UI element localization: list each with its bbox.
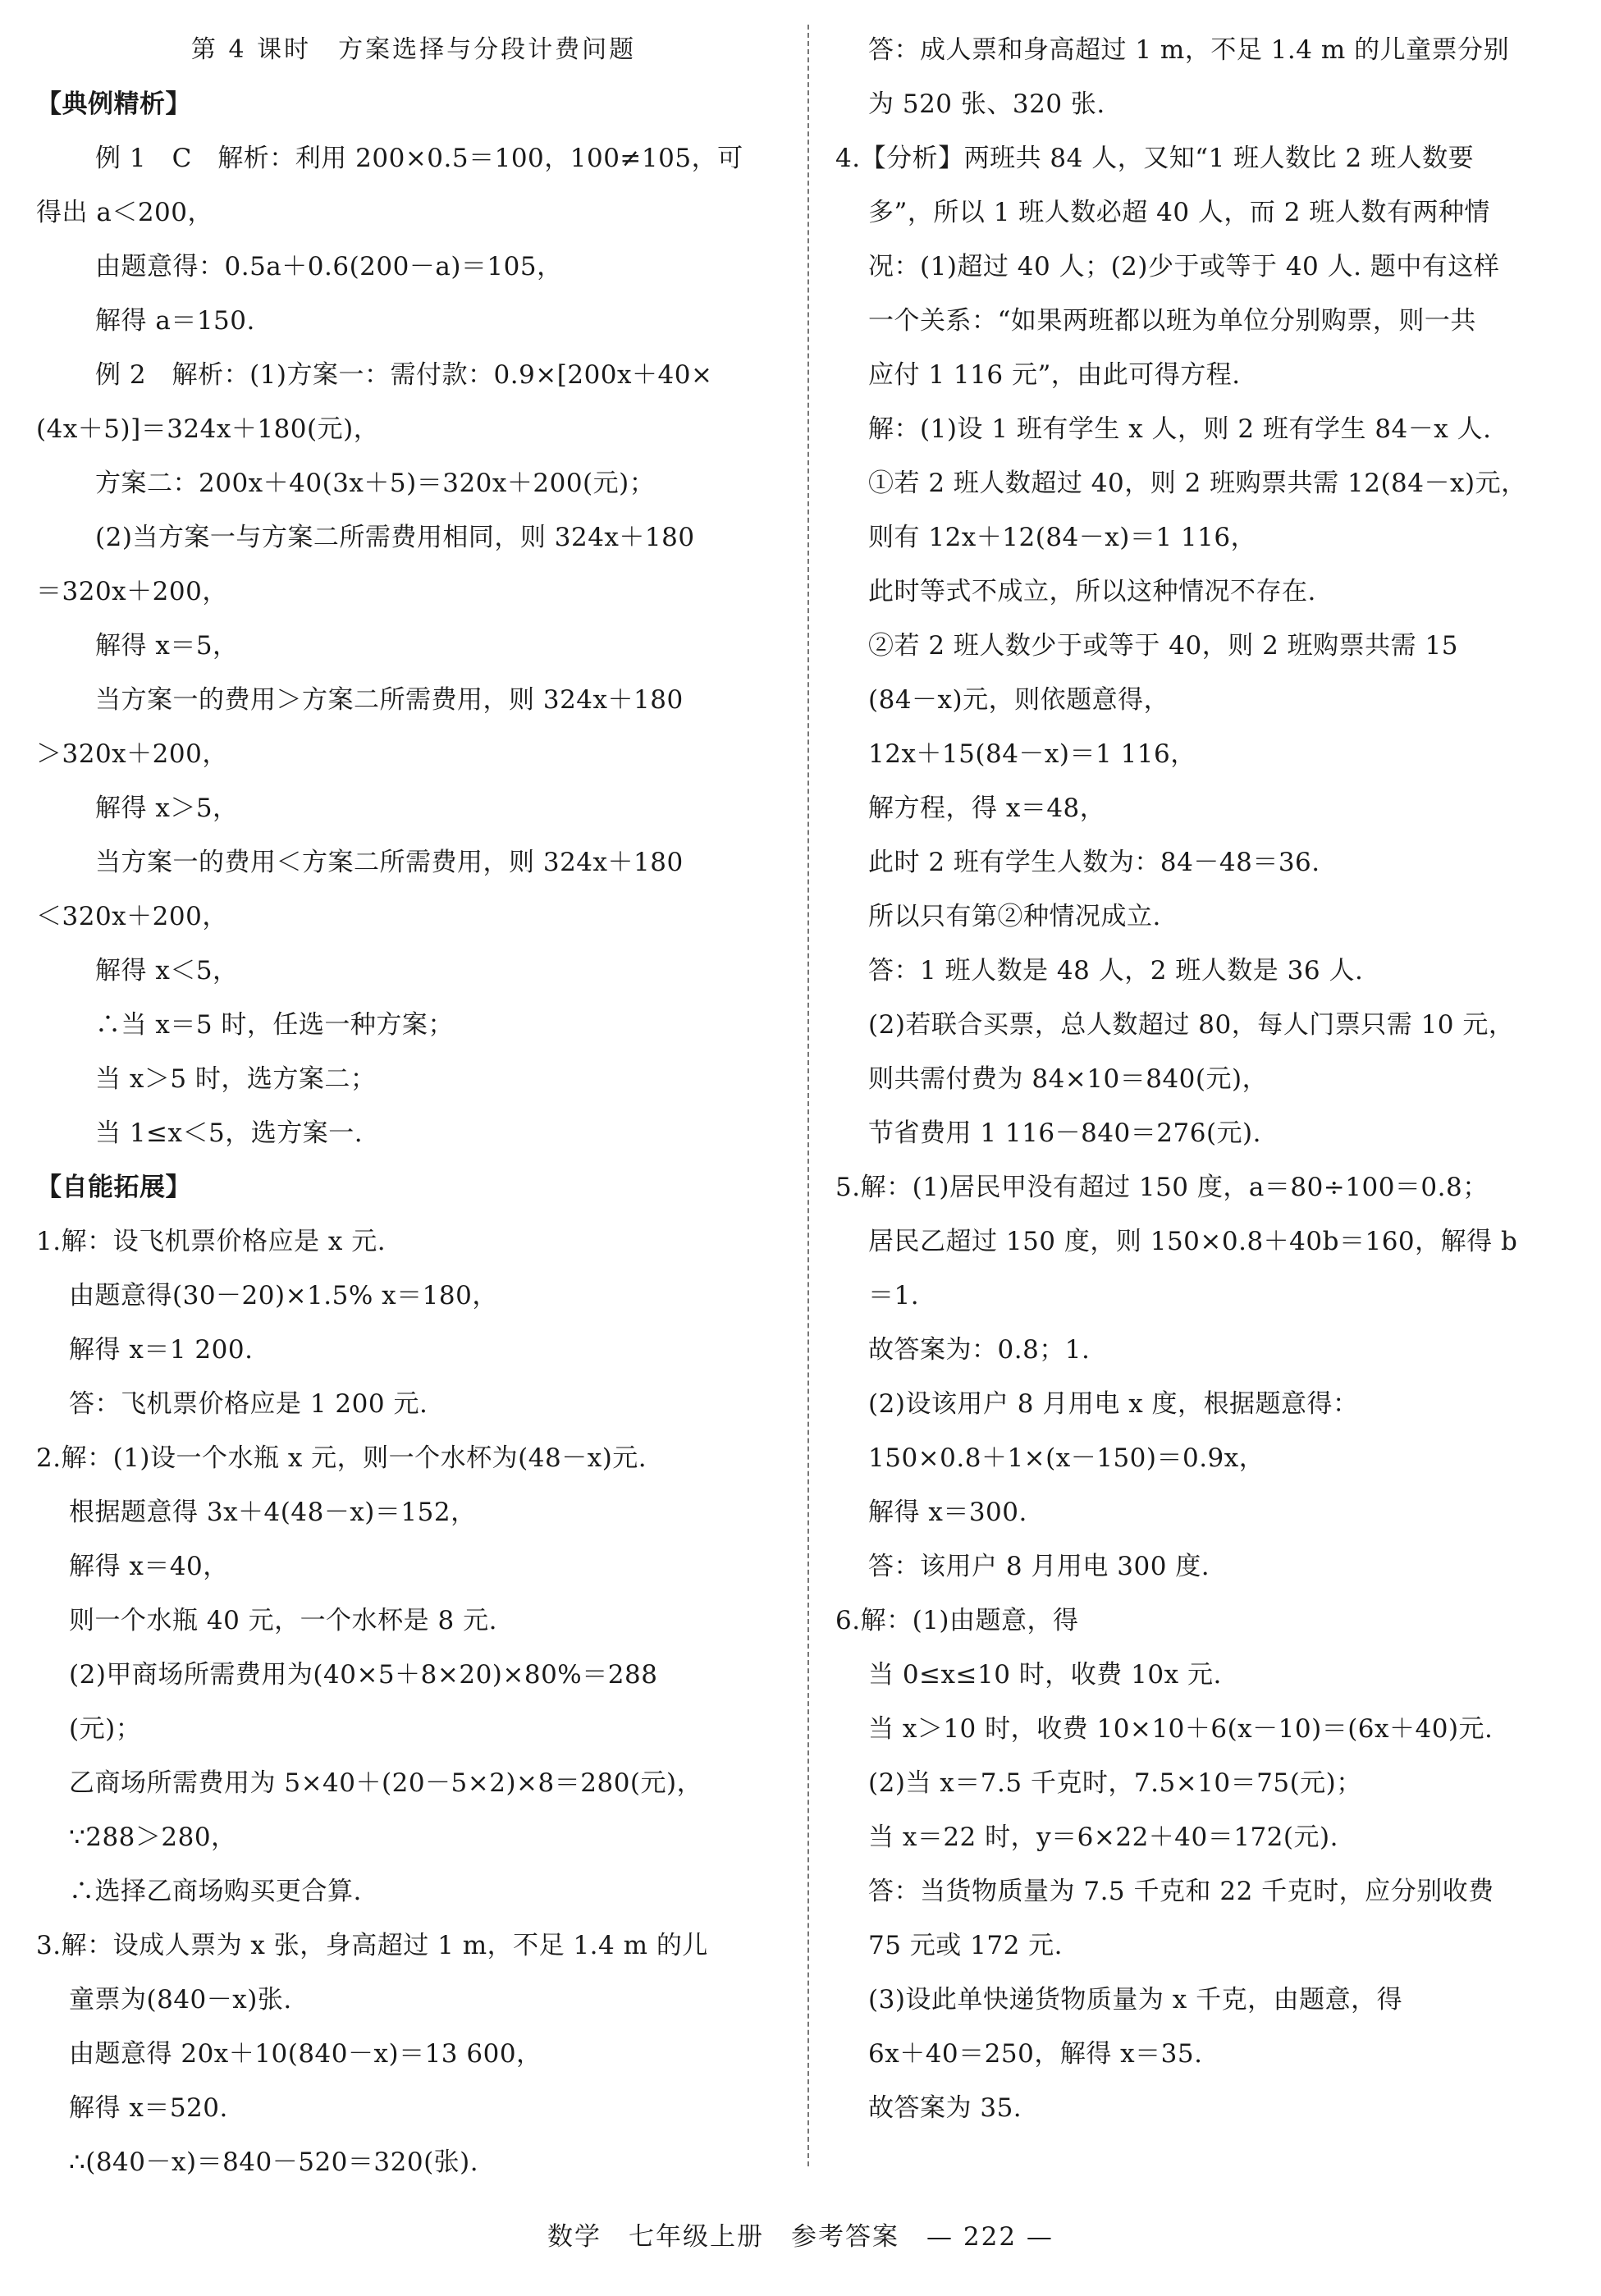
text-line: ∴当 x＝5 时，任选一种方案； — [95, 1010, 454, 1040]
text-line: 75 元或 172 元. — [868, 1931, 1064, 1960]
text-line: 答：当货物质量为 7.5 千克和 22 千克时，应分别收费 — [868, 1877, 1494, 1906]
text-line: 解得 x＝1 200. — [69, 1335, 254, 1365]
text-line: 由题意得(30－20)×1.5% x＝180， — [69, 1281, 498, 1310]
text-line: 由题意得 20x＋10(840－x)＝13 600， — [69, 2039, 542, 2069]
text-line: 由题意得：0.5a＋0.6(200－a)＝105， — [95, 252, 563, 281]
text-line: 12x＋15(84－x)＝1 116， — [868, 739, 1196, 769]
text-line: 6.解：(1)由题意，得 — [835, 1606, 1079, 1635]
text-line: (3)设此单快递货物质量为 x 千克，由题意，得 — [868, 1985, 1403, 2015]
text-line: 5.解：(1)居民甲没有超过 150 度，a＝80÷100＝0.8； — [835, 1173, 1489, 1202]
text-line: 当 x＝22 时，y＝6×22＋40＝172(元). — [868, 1823, 1338, 1852]
text-line: 多”，所以 1 班人数必超 40 人，而 2 班人数有两种情 — [868, 198, 1490, 227]
text-line: ①若 2 班人数超过 40，则 2 班购票共需 12(84－x)元， — [868, 469, 1527, 498]
text-line: 解得 x＜5， — [95, 956, 239, 986]
text-line: (2)当方案一与方案二所需费用相同，则 324x＋180 — [95, 523, 695, 552]
left-column — [36, 23, 791, 2189]
text-line: 例 1 C 解析：利用 200×0.5＝100，100≠105，可 — [95, 144, 743, 173]
text-line: 节省费用 1 116－840＝276(元). — [868, 1118, 1261, 1148]
text-line: 解得 x＝300. — [868, 1498, 1027, 1527]
text-line: 此时 2 班有学生人数为：84－48＝36. — [868, 848, 1320, 877]
text-line: ＞320x＋200， — [36, 739, 228, 769]
right-column — [835, 23, 1574, 2135]
text-line: 故答案为 35. — [868, 2093, 1022, 2123]
text-line: 解得 x＞5， — [95, 794, 239, 823]
text-line: 150×0.8＋1×(x－150)＝0.9x， — [868, 1443, 1265, 1473]
text-line: (4x＋5)]＝324x＋180(元)， — [36, 414, 380, 444]
text-line: 解得 x＝5， — [95, 631, 239, 661]
text-line: 居民乙超过 150 度，则 150×0.8＋40b＝160，解得 b — [868, 1227, 1518, 1256]
text-line: 解：(1)设 1 班有学生 x 人，则 2 班有学生 84－x 人. — [868, 414, 1492, 444]
text-line: (2)甲商场所需费用为(40×5＋8×20)×80%＝288 — [69, 1660, 658, 1690]
page-footer: 数学 七年级上册 参考答案 — 222 — — [547, 2222, 1054, 2252]
text-line: 解得 x＝520. — [69, 2093, 228, 2123]
lesson-title: 第 4 课时 方案选择与分段计费问题 — [190, 35, 637, 64]
text-line: (2)设该用户 8 月用电 x 度，根据题意得： — [868, 1389, 1359, 1419]
text-line: 例 2 解析：(1)方案一：需付款：0.9×[200x＋40× — [95, 360, 713, 390]
text-line: 此时等式不成立，所以这种情况不存在. — [868, 577, 1316, 606]
text-line: (2)当 x＝7.5 千克时，7.5×10＝75(元)； — [868, 1768, 1362, 1798]
text-line: ∵288＞280， — [69, 1823, 237, 1852]
text-line: 方案二：200x＋40(3x＋5)＝320x＋200(元)； — [95, 469, 656, 498]
text-line: 解得 x＝40， — [69, 1552, 229, 1581]
text-line: (2)若联合买票，总人数超过 80，每人门票只需 10 元， — [868, 1010, 1515, 1040]
text-line: 当 x＞10 时，收费 10×10＋6(x－10)＝(6x＋40)元. — [868, 1714, 1494, 1744]
text-line: 答：1 班人数是 48 人，2 班人数是 36 人. — [868, 956, 1364, 986]
text-line: ＜320x＋200， — [36, 902, 228, 931]
text-line: 乙商场所需费用为 5×40＋(20－5×2)×8＝280(元)， — [69, 1768, 703, 1798]
text-line: (84－x)元，则依题意得， — [868, 685, 1170, 715]
text-line: 当方案一的费用＞方案二所需费用，则 324x＋180 — [95, 685, 684, 715]
text-line: 答：飞机票价格应是 1 200 元. — [69, 1389, 428, 1419]
text-line: 答：该用户 8 月用电 300 度. — [868, 1552, 1210, 1581]
text-line: ∴选择乙商场购买更合算. — [69, 1877, 362, 1906]
text-line: 则有 12x＋12(84－x)＝1 116， — [868, 523, 1257, 552]
text-line: 4.【分析】两班共 84 人，又知“1 班人数比 2 班人数要 — [835, 144, 1475, 173]
text-line: 6x＋40＝250，解得 x＝35. — [868, 2039, 1203, 2069]
text-line: 3.解：设成人票为 x 张，身高超过 1 m，不足 1.4 m 的儿 — [36, 1931, 708, 1960]
text-line: ＝320x＋200， — [36, 577, 228, 606]
text-line: 童票为(840－x)张. — [69, 1985, 292, 2015]
section-heading: 【典例精析】 — [36, 89, 191, 119]
text-line: 所以只有第②种情况成立. — [868, 902, 1161, 931]
text-line: ＝1. — [868, 1281, 920, 1310]
text-line: 一个关系：“如果两班都以班为单位分别购票，则一共 — [868, 306, 1476, 336]
text-line: (元)； — [69, 1714, 142, 1744]
text-line: 当 x＞5 时，选方案二； — [95, 1064, 377, 1094]
text-line: 应付 1 116 元”，由此可得方程. — [868, 360, 1241, 390]
text-line: 则一个水瓶 40 元，一个水杯是 8 元. — [69, 1606, 497, 1635]
section-heading: 【自能拓展】 — [36, 1173, 191, 1202]
text-line: 当 0≤x≤10 时，收费 10x 元. — [868, 1660, 1222, 1690]
text-line: 1.解：设飞机票价格应是 x 元. — [36, 1227, 387, 1256]
text-line: 况：(1)超过 40 人；(2)少于或等于 40 人. 题中有这样 — [868, 252, 1500, 281]
text-line: 故答案为：0.8；1. — [868, 1335, 1091, 1365]
text-line: 解方程，得 x＝48， — [868, 794, 1106, 823]
text-line: 为 520 张、320 张. — [868, 89, 1105, 119]
text-line: 解得 a＝150. — [95, 306, 255, 336]
text-line: 当 1≤x＜5，选方案一. — [95, 1118, 364, 1148]
text-line: ②若 2 班人数少于或等于 40，则 2 班购票共需 15 — [868, 631, 1458, 661]
text-line: 根据题意得 3x＋4(48－x)＝152， — [69, 1498, 477, 1527]
text-line: 得出 a＜200， — [36, 198, 214, 227]
text-line: 答：成人票和身高超过 1 m，不足 1.4 m 的儿童票分别 — [868, 35, 1510, 65]
text-line: ∴(840－x)＝840－520＝320(张). — [69, 2147, 479, 2177]
text-line: 当方案一的费用＜方案二所需费用，则 324x＋180 — [95, 848, 684, 877]
text-line: 2.解：(1)设一个水瓶 x 元，则一个水杯为(48－x)元. — [36, 1443, 647, 1473]
text-line: 则共需付费为 84×10＝840(元)， — [868, 1064, 1269, 1094]
column-divider — [807, 25, 809, 2166]
